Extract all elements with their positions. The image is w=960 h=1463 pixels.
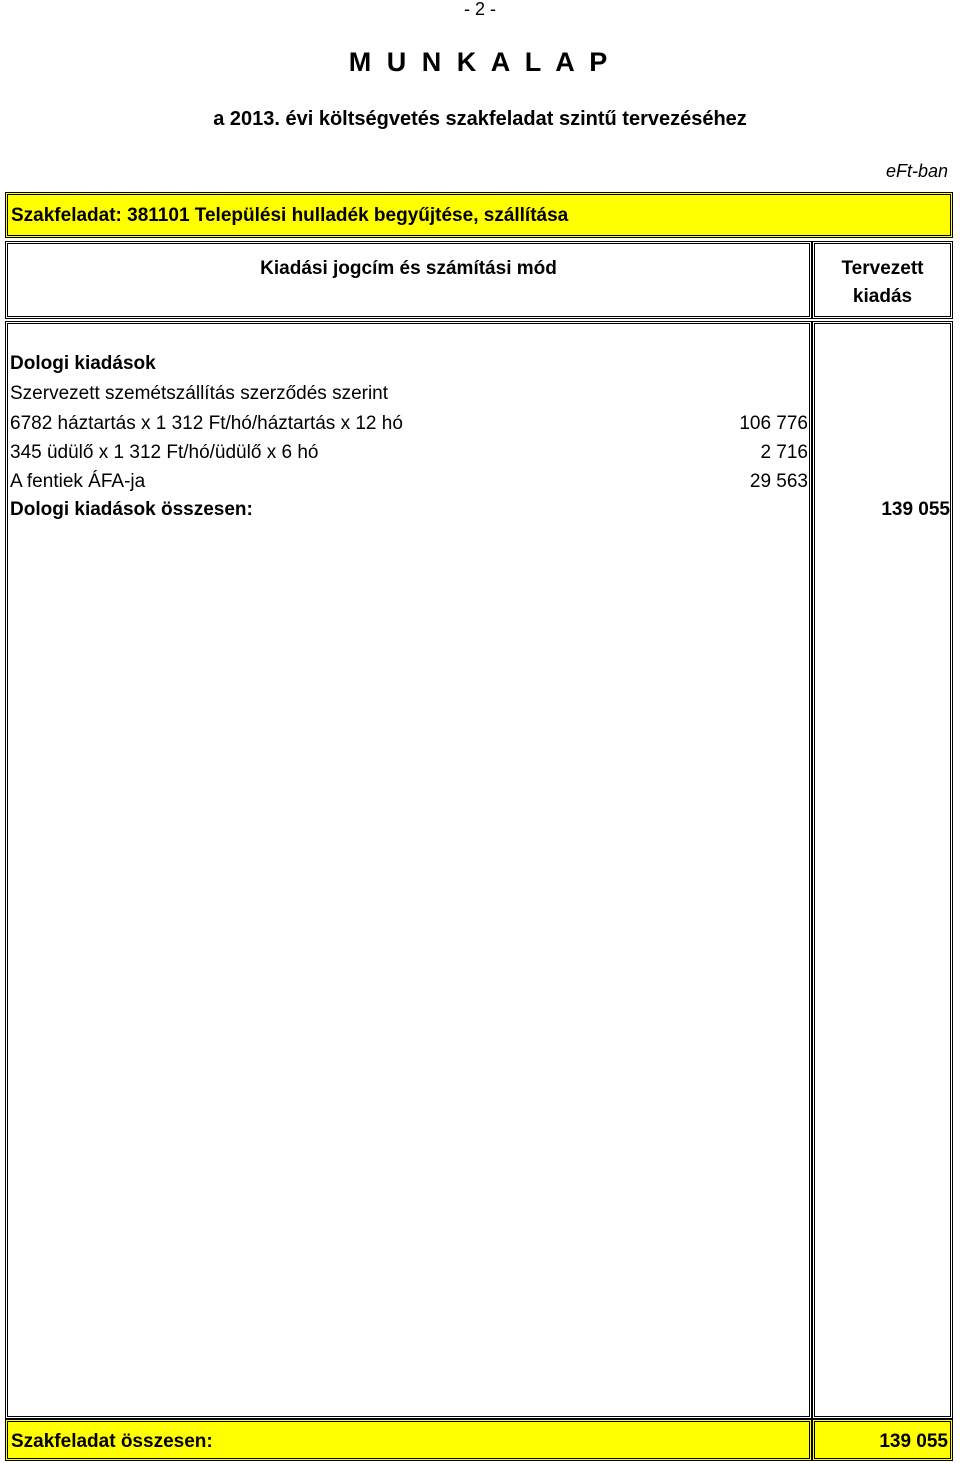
- unit-label: eFt-ban: [885, 161, 948, 181]
- table-header-right: [812, 241, 953, 319]
- table-row-amount: 2 716: [760, 442, 808, 463]
- column-header-kiadas: kiadás: [852, 286, 913, 307]
- footer-right: [812, 1419, 953, 1461]
- section-description: Szervezett szemétszállítás szerződés szerint: [10, 383, 389, 404]
- footer-total-value: 139 055: [879, 1431, 948, 1452]
- szakfeladat-label: Szakfeladat: 381101 Települési hulladék begyűjtése, szállítása: [11, 205, 569, 226]
- section-total-label: Dologi kiadások összesen:: [10, 499, 253, 520]
- table-body-right: [812, 321, 953, 1419]
- footer-total-label: Szakfeladat összesen:: [11, 1431, 213, 1452]
- column-header-tervezett: Tervezett: [841, 258, 924, 279]
- table-row-amount: 29 563: [749, 471, 808, 492]
- document-title: M U N K A L A P: [348, 47, 612, 77]
- table-row-label: 6782 háztartás x 1 312 Ft/hó/háztartás x 12 hó: [10, 413, 403, 434]
- footer-left: [5, 1419, 812, 1461]
- section-total-value: 139 055: [881, 499, 950, 520]
- table-header-left: [5, 241, 812, 319]
- table-row-label: A fentiek ÁFA-ja: [10, 471, 146, 492]
- szakfeladat-bar: [5, 192, 953, 238]
- section-heading: Dologi kiadások: [10, 353, 156, 374]
- table-row-label: 345 üdülő x 1 312 Ft/hó/üdülő x 6 hó: [10, 442, 319, 463]
- column-header-jogcim: Kiadási jogcím és számítási mód: [260, 258, 557, 279]
- document-subtitle: a 2013. évi költségvetés szakfeladat szintű tervezéséhez: [213, 108, 747, 130]
- table-row-amount: 106 776: [739, 413, 808, 434]
- page-number: - 2 -: [463, 0, 496, 19]
